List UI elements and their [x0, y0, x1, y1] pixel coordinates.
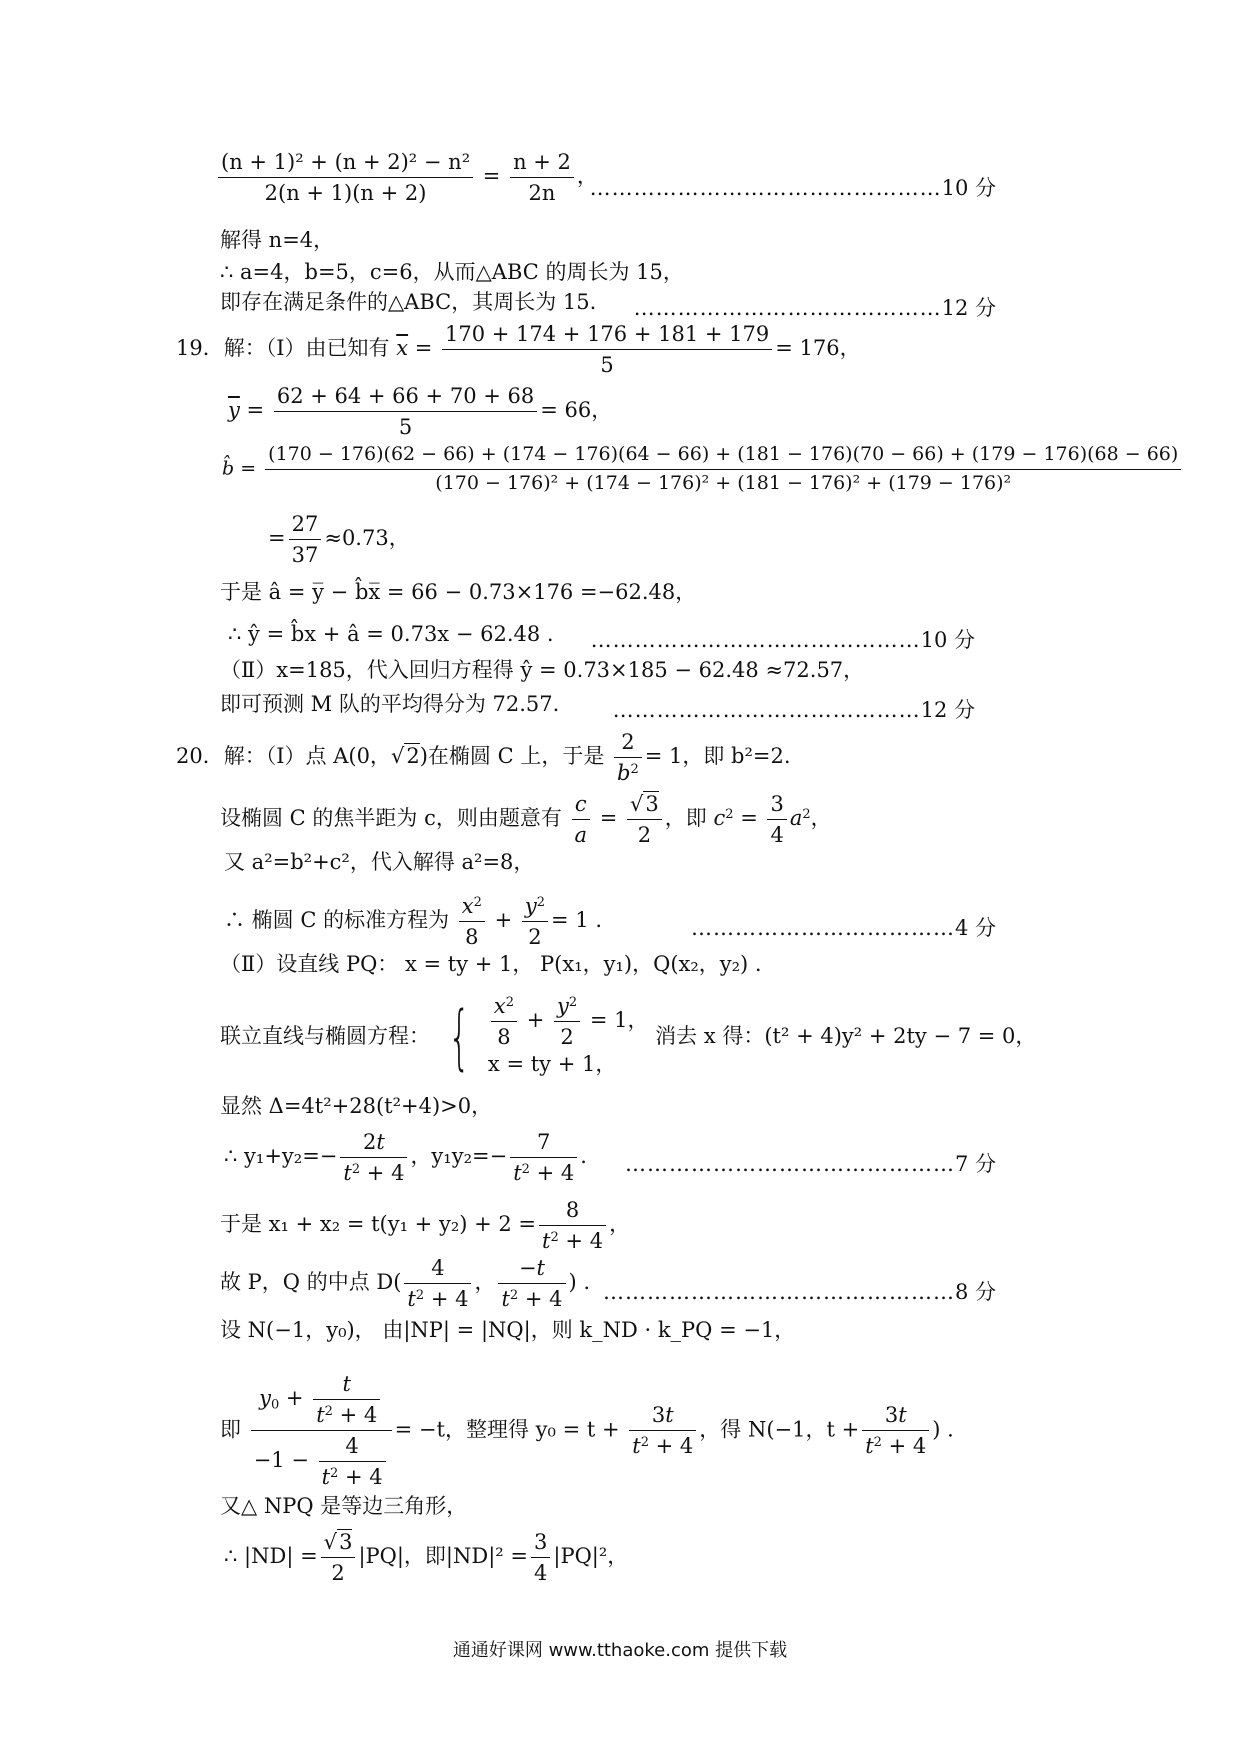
frac-num: (n + 1)² + (n + 2)² − n²	[218, 150, 473, 178]
footer-text: 通通好课网 www.tthaoke.com 提供下载	[452, 1640, 788, 1661]
eq-cosine: $\frac{\text{(n + 1)² + (n + 2)² − n²}}{2(n + 1)(n + 2)}$ = $\frac{n + 2}{2n}$ ，	[215, 150, 598, 205]
frac-den: 37	[291, 543, 319, 568]
frac-num: 62 + 64 + 66 + 70 + 68	[274, 384, 537, 412]
frac-num: n + 2	[510, 150, 574, 178]
system-line: 联立直线与椭圆方程： { $\frac{x^2}{8}$ + $\frac{y^2}{2}$ = 1， x = ty + 1， 消去 x 得：(t² + 4)y² + 2ty − 7 = 0，	[220, 994, 1037, 1078]
frac-den: 5	[398, 415, 413, 440]
score-mark: ……………………………………12 分	[633, 296, 996, 320]
solve-line: 解得 n=4，	[220, 228, 335, 252]
score-mark: ………………………………………10 分	[590, 628, 975, 652]
frac-num: 170 + 174 + 176 + 181 + 179	[442, 322, 772, 350]
part2-line: （Ⅱ）设直线 PQ： x = ty + 1， P(x₁，y₁)，Q(x₂，y₂) .	[220, 952, 762, 976]
equilateral-line: 又△ NPQ 是等边三角形，	[220, 1494, 468, 1518]
score-mark: …………………………………………10 分	[589, 176, 996, 200]
score-mark: …………………………………………8 分	[602, 1280, 996, 1304]
score-mark: ………………………………………7 分	[624, 1152, 996, 1176]
frac-den: (170 − 176)² + (174 − 176)² + (181 − 176)² + (179 − 176)²	[435, 471, 1012, 494]
frac-den: 2(n + 1)(n + 2)	[264, 181, 427, 206]
a-hat-line: 于是 â = y̅ − b̂x̅ = 66 − 0.73×176 =−62.48，	[220, 580, 697, 604]
final-line: ∴ |ND| = $\frac{√3}{2}$ |PQ|，即|ND|² = $\frac{3}{4}$ |PQ|²，	[224, 1530, 629, 1586]
q19-intro: 19．解：（Ⅰ）由已知有 $\overline{x}$ = $\frac{170 + 174 + 176 + 181 + 179}{5}$ = 176，	[176, 322, 861, 378]
regression-line: ∴ ŷ = b̂x + â = 0.73x − 62.48 .	[228, 622, 554, 646]
frac-den: 5	[600, 353, 614, 378]
frac-num: (170 − 176)(62 − 66) + (174 − 176)(64 − 66) + (181 − 176)(70 − 66) + (179 − 176)(68 − 66)	[265, 444, 1181, 470]
std-eq-line: ∴ 椭圆 C 的标准方程为 $\frac{x^2}{8}$ + $\frac{y^2}{2}$ = 1 .	[224, 894, 602, 950]
predict-line: 即可预测 M 队的平均得分为 72.57.	[220, 692, 560, 716]
vieta-line: ∴ y₁+y₂=− $\frac{2t}{t^2 + 4}$ ，y₁y₂=− $\frac{7}{t^2 + 4}$ .	[224, 1130, 587, 1186]
sum-x-line: 于是 x₁ + x₂ = t(y₁ + y₂) + 2 = $\frac{8}{t^2 + 4}$ ，	[220, 1198, 631, 1254]
b-value-line: = $\frac{27}{37}$ ≈0.73，	[268, 512, 410, 568]
a2-line: 又 a²=b²+c²，代入解得 a²=8，	[224, 850, 535, 874]
n-point-line: 设 N(−1，y₀)， 由|NP| = |NQ|，则 k_ND · k_PQ = −1，	[220, 1318, 796, 1342]
midpoint-line: 故 P，Q 的中点 D( $\frac{4}{t^2 + 4}$ ， $\frac{-t}{t^2 + 4}$ ) .	[220, 1256, 591, 1312]
frac-den: 2n	[528, 181, 556, 206]
delta-line: 显然 Δ=4t²+28(t²+4)>0，	[220, 1094, 493, 1118]
exist-line: 即存在满足条件的△ABC，其周长为 15.	[220, 290, 597, 314]
frac-num: 27	[289, 512, 322, 540]
score-mark: ………………………………4 分	[690, 916, 996, 940]
ji-line: 即 $y_0$ + $\frac{t}{t^2 + 4}$ −1 − $\frac{4}{t^2 + 4}$ = −t，整理得 y₀ = t + $\frac{3t}{t^2 + 4}$ ，得 N(−1，t + $\frac{3t}{t^2 + 4}$ ) .	[220, 1372, 954, 1490]
q20-intro: 20．解：（Ⅰ）点 A(0，√2)在椭圆 C 上，于是 $\frac{2}{b^2}$ = 1，即 b²=2.	[176, 730, 791, 786]
part2-line: （Ⅱ）x=185，代入回归方程得 ŷ = 0.73×185 − 62.48 ≈72.57，	[220, 658, 865, 682]
score-mark: ……………………………………12 分	[612, 698, 975, 722]
ybar-line: $\overline{y}$ = $\frac{62 + 64 + 66 + 70 + 68}{5}$ = 66，	[228, 384, 613, 440]
focal-line: 设椭圆 C 的焦半距为 c，则由题意有 $\frac{c}{a}$ = $\frac{√3}{2}$ ，即 $c^2$ = $\frac{3}{4}$ $a^2$，	[220, 792, 832, 848]
abc-line: ∴ a=4，b=5，c=6，从而△ABC 的周长为 15，	[220, 260, 684, 284]
b-hat-line: b̂ = (170 − 176)(62 − 66) + (174 − 176)(64 − 66) + (181 − 176)(70 − 66) + (179 − 176)(68 − 66) (170 − 176)² + (174 − 176)² + (181 − 176)² + (179 − 176)²	[222, 444, 1184, 495]
